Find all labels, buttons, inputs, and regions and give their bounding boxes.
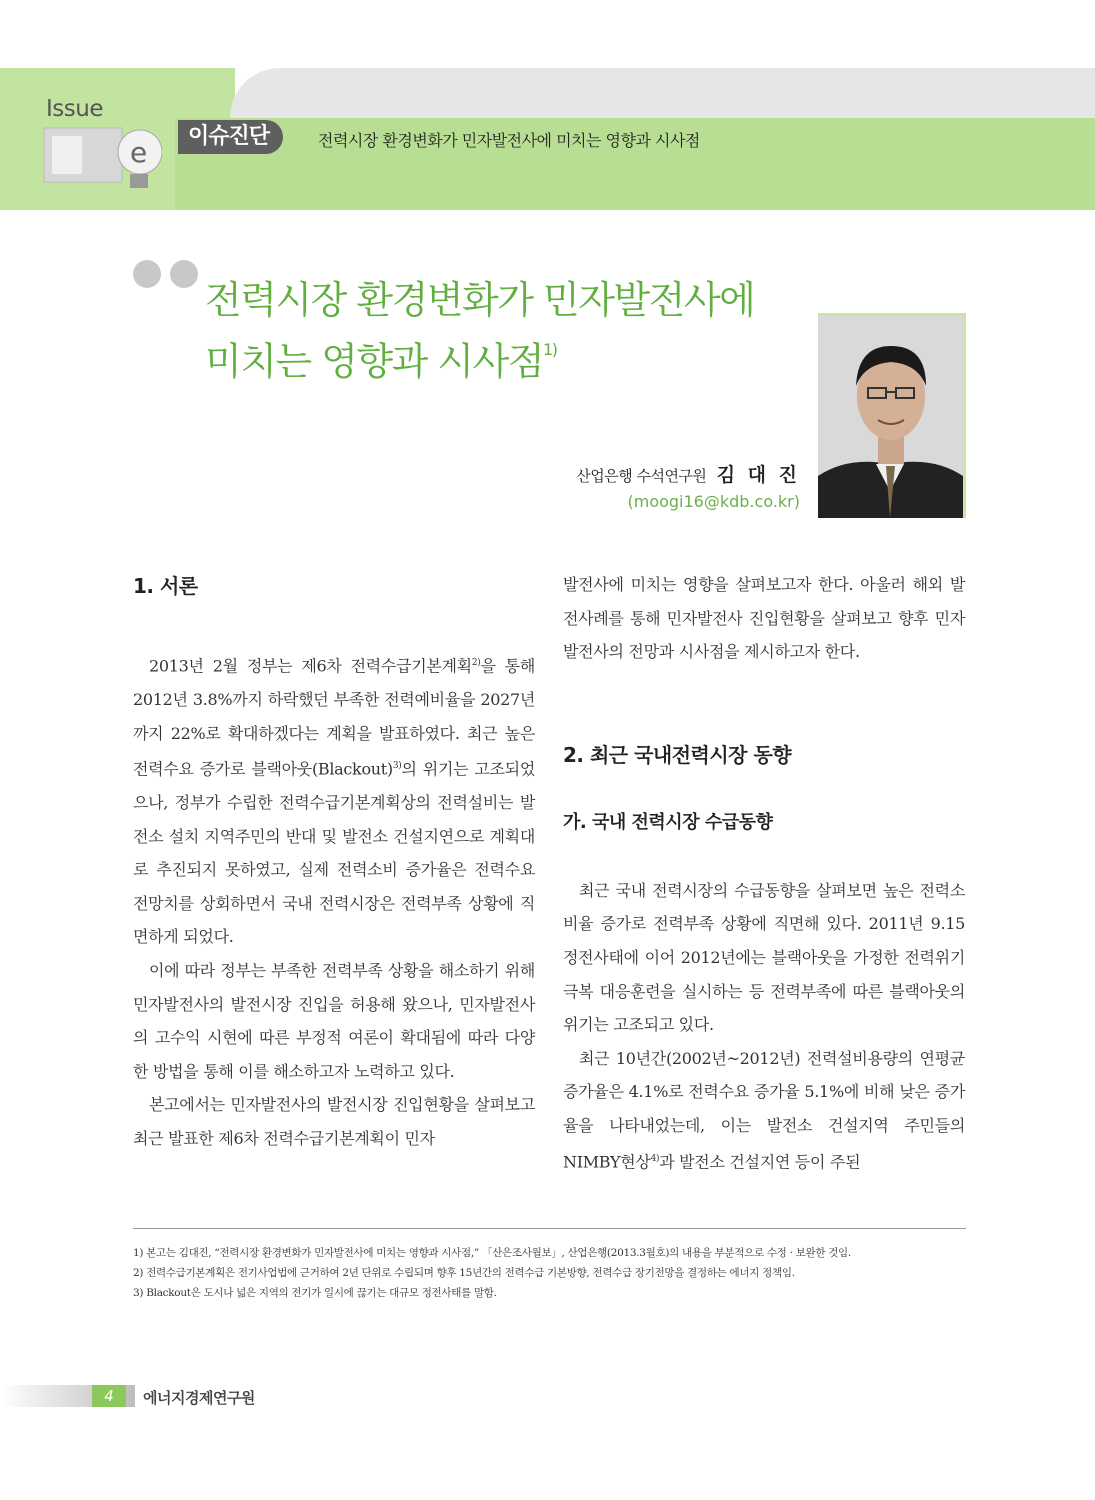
page-number: 4 (92, 1385, 126, 1407)
footnote: 3) Blackout은 도시나 넓은 지역의 전기가 일시에 끊기는 대규모 정전사태를 말함. (133, 1287, 497, 1299)
paragraph: 본고에서는 민자발전사의 발전시장 진입현황을 살펴보고 최근 발표한 제6차 전력수급기본계획이 민자 (133, 1095, 535, 1148)
author-photo (818, 313, 966, 518)
article-title (205, 272, 805, 390)
footnotes (133, 1243, 966, 1303)
paragraph (563, 1042, 965, 1179)
footnote-ref: 4) (650, 1153, 660, 1164)
author-affiliation: 산업은행 수석연구원 (576, 467, 707, 485)
decorative-dot (170, 260, 198, 288)
footnote-ref: 2) (471, 658, 481, 668)
title-footnote-mark: 1) (543, 340, 557, 359)
paragraph-text: 을 통해 2012년 3.8%까지 하락했던 부족한 전력예비율을 2027년까지 22%로 확대하겠다는 계획을 발표하였다. 최근 높은 전력수요 증가로 블랙아웃(Blackout) (133, 656, 535, 779)
svg-text:e: e (130, 136, 148, 169)
footnote: 2) 전력수급기본계획은 전기사업법에 근거하여 2년 단위로 수립되며 향후 15년간의 전력수급 기본방향, 전력수급 장기전망을 결정하는 에너지 정책임. (133, 1267, 795, 1279)
running-header-title: 전력시장 환경변화가 민자발전사에 미치는 영향과 시사점 (318, 131, 700, 150)
author-byline (576, 460, 800, 487)
left-column (133, 570, 535, 1156)
paragraph: 최근 국내 전력시장의 수급동향을 살펴보면 높은 전력소비율 증가로 전력부족 상황에 직면해 있다. 2011년 9.15 정전사태에 이어 2012년에는 블랙아웃을 가정한 전력위기 극복 대응훈련을 실시하는 등 전력부족에 따른 블랙아웃의 위기는 고조되고 있다. (563, 880, 965, 1035)
paragraph-text: 2013년 2월 정부는 제6차 전력수급기본계획 (149, 656, 472, 676)
issue-logo-text: Issue (46, 96, 103, 122)
paragraph-text: 의 위기는 고조되었으나, 정부가 수립한 전력수급기본계획상의 전력설비는 발전소 설치 지역주민의 반대 및 발전소 건설지연으로 계획대로 추진되지 못하였고, 실제 전력소비 증가율은 전력수요 전망치를 상회하면서 국내 전력시장은 전력부족 상황에 직면하게 되었다. (133, 759, 535, 947)
section-heading-market: 2. 최근 국내전력시장 동향 (563, 742, 792, 767)
portrait-image (818, 316, 963, 518)
footnote: 1) 본고는 김대진, “전력시장 환경변화가 민자발전사에 미치는 영향과 시사점,” 「산은조사월보」, 산업은행(2013.3월호)의 내용을 부분적으로 수정 · 보완한 것임. (133, 1247, 851, 1259)
section-label-pill: 이슈진단 (178, 120, 283, 154)
title-line-2: 미치는 영향과 시사점 (205, 339, 544, 384)
paragraph: 이에 따라 정부는 부족한 전력부족 상황을 해소하기 위해 민자발전사의 발전시장 진입을 허용해 왔으나, 민자발전사의 고수익 시현에 따른 부정적 여론이 확대됨에 따라 다양한 방법을 통해 이를 해소하고자 노력하고 있다. (133, 961, 535, 1081)
header-band (0, 68, 1095, 210)
paragraph-text: 최근 10년간(2002년~2012년) 전력설비용량의 연평균증가율은 4.1%로 전력수요 증가율 5.1%에 비해 낮은 증가율을 나타내었는데, 이는 발전소 건설지역 주민들의 NIMBY현상 (563, 1048, 965, 1171)
author-name: 김 대 진 (716, 464, 800, 486)
subsection-heading: 가. 국내 전력시장 수급동향 (563, 811, 773, 833)
paragraph-text: 과 발전소 건설지연 등이 주된 (659, 1151, 861, 1171)
lightbulb-icon (42, 124, 162, 194)
publisher-name: 에너지경제연구원 (143, 1389, 255, 1407)
footnote-ref: 3) (392, 761, 402, 772)
right-column (563, 568, 965, 1178)
decorative-dot (133, 260, 161, 288)
paragraph (133, 647, 535, 954)
footnote-divider (133, 1228, 966, 1229)
title-line-1: 전력시장 환경변화가 민자발전사에 (205, 278, 755, 322)
paragraph: 발전사에 미치는 영향을 살펴보고자 한다. 아울러 해외 발전사례를 통해 민자발전사 진입현황을 살펴보고 향후 민자발전사의 전망과 시사점을 제시하고자 한다. (563, 575, 965, 662)
author-email: (moogi16@kdb.co.kr) (627, 492, 800, 511)
section-heading-intro: 1. 서론 (133, 574, 198, 598)
